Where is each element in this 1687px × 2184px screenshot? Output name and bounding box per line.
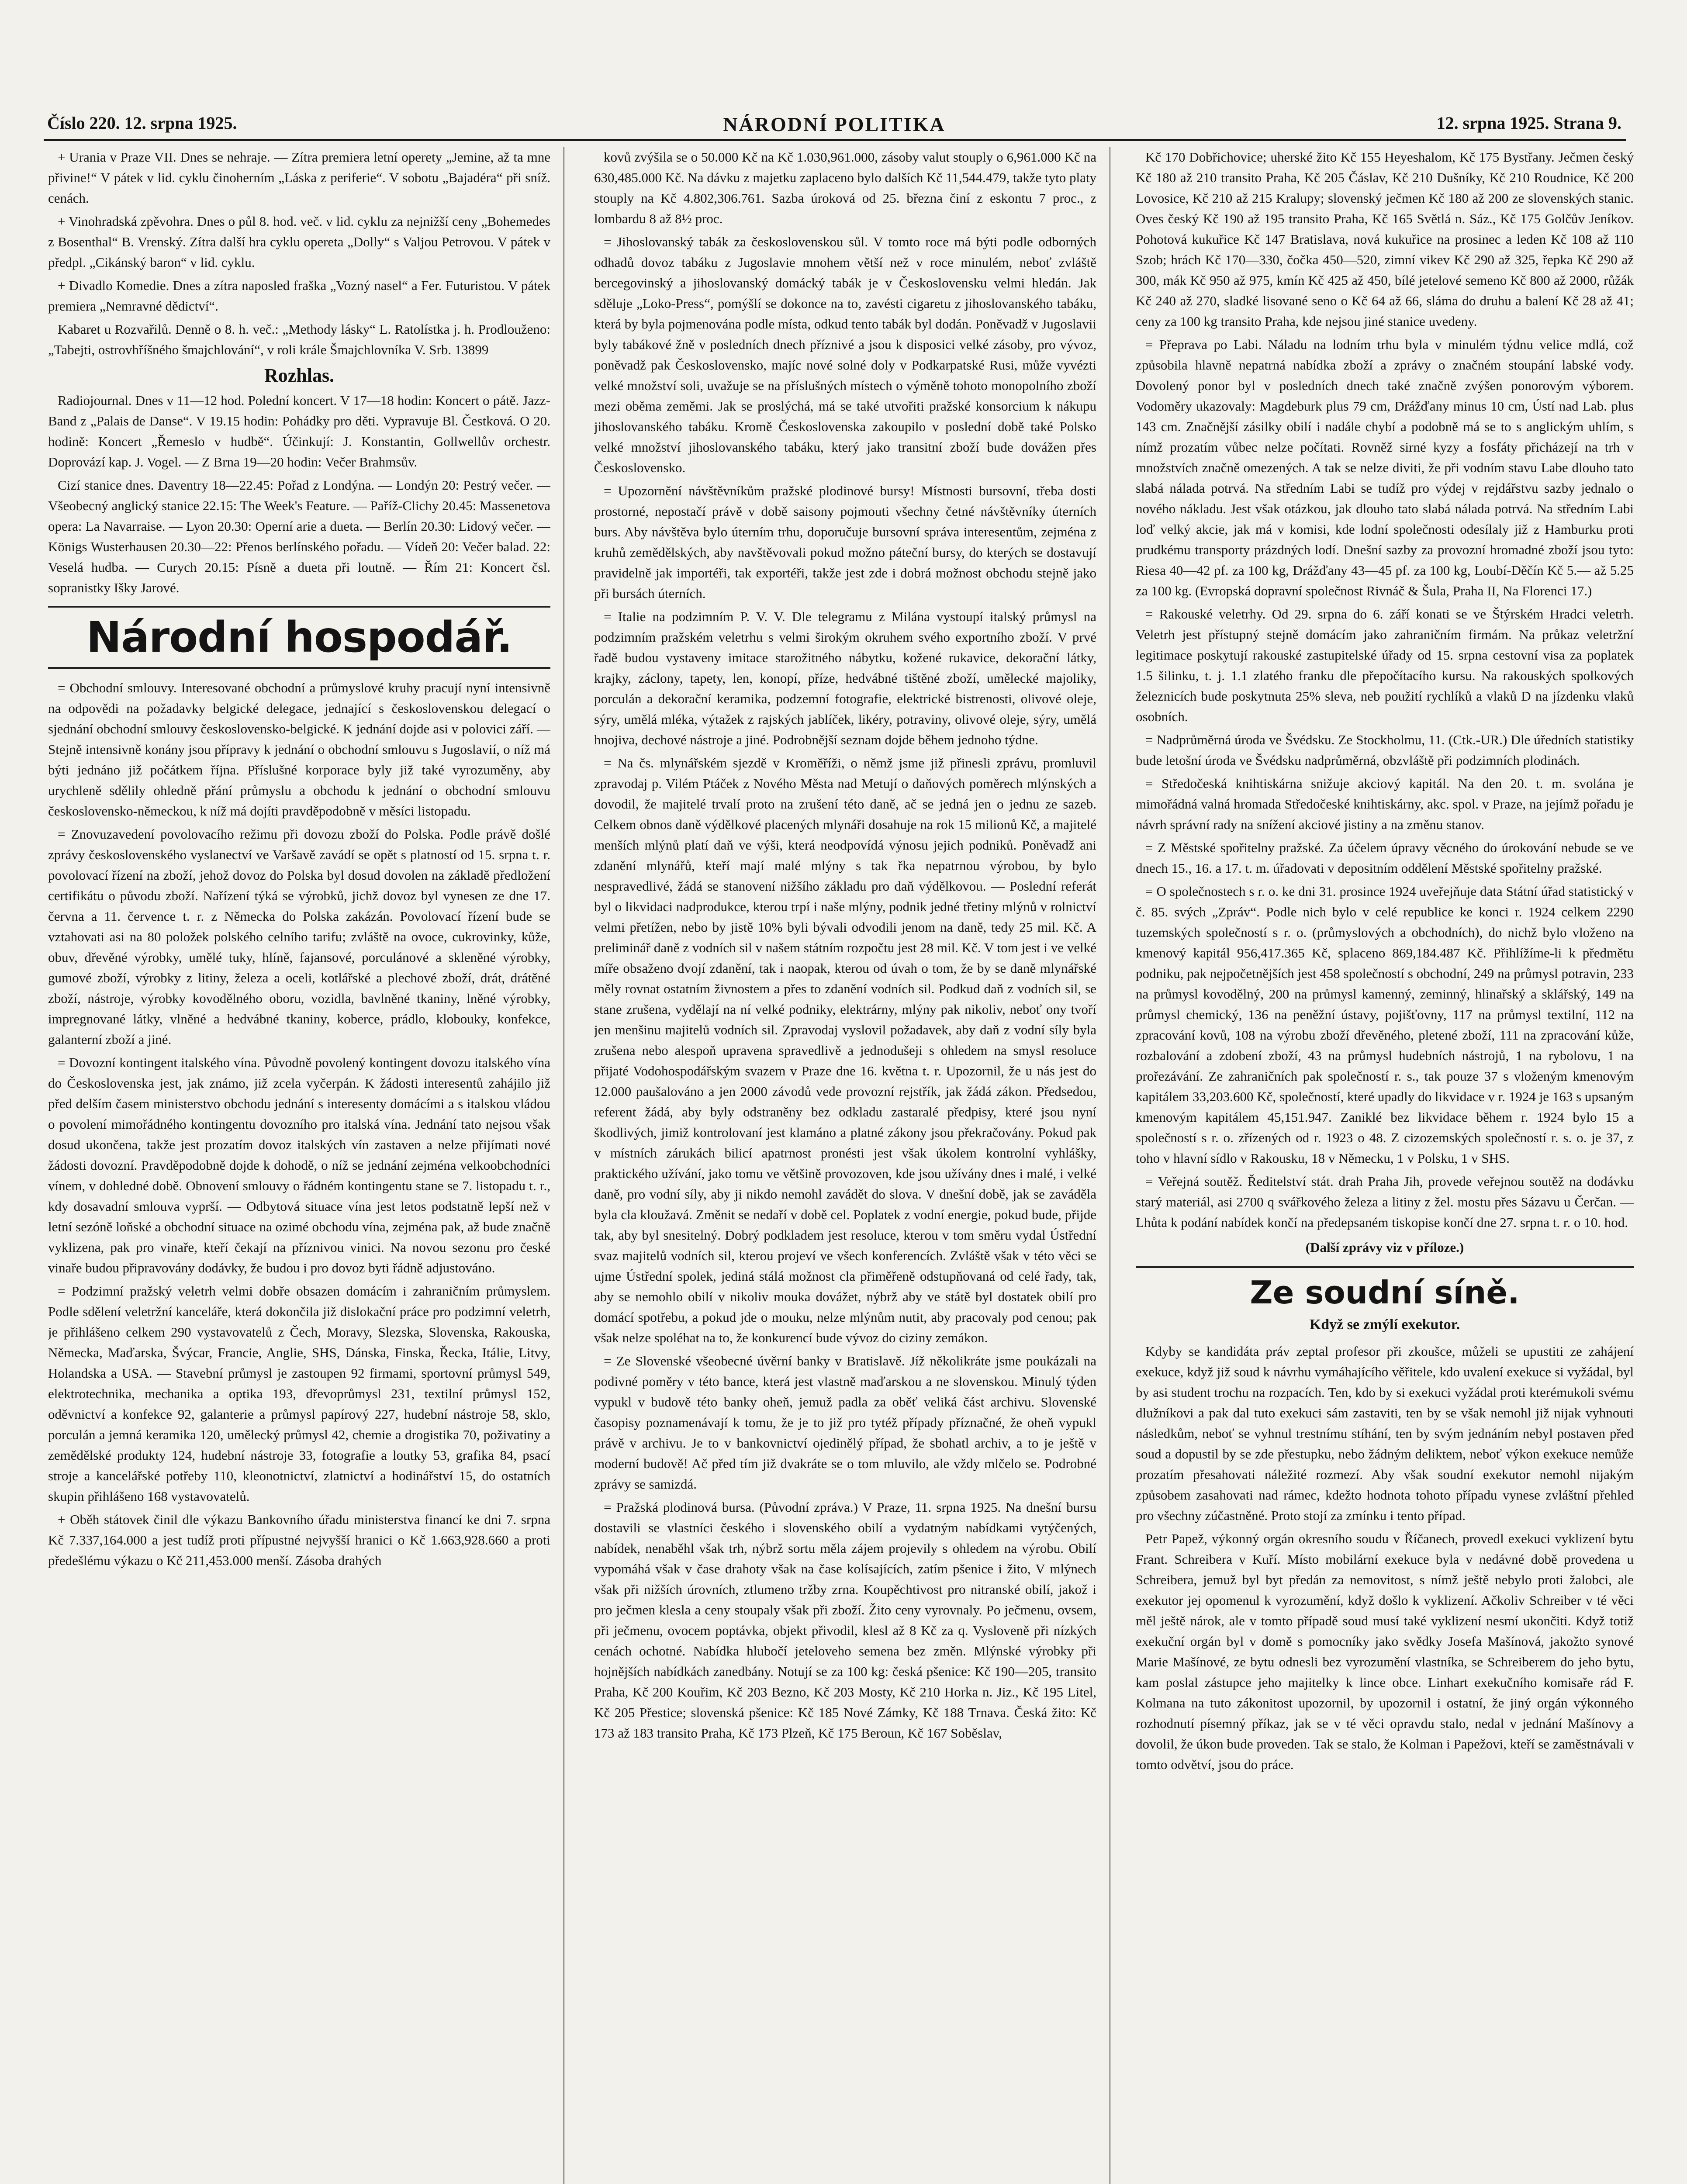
article-grain-prices: Kč 170 Dobřichovice; uherské žito Kč 155 Heyeshalom, Kč 175 Bystřany. Ječmen český Kč 180 až 210 transito Praha, Kč 205 Čáslav, Kč 210 Dušníky, Kč 210 Roudnice, Kč 200 Lovosice, Kč 210 až 215 Kralupy; slovenský ječmen Kč 180 až 200 ze slovenských stanic. Oves český Kč 190 až 195 transito Praha, Kč 165 Světlá n. Sáz., Kč 175 Golčův Jeníkov. Pohotová kukuřice Kč 147 Bratislava, nová kukuřice na prosinec a leden Kč 108 až 110 Szob; hrách Kč 170—330, čočka 450—520, zimní vikev Kč 290 až 325, řepka Kč 290 až 300, mák Kč 950 až 975, kmín Kč 425 až 450, bílé jetelové semeno Kč 800 až 2000, růžák Kč 240 až 270, sladké lisované seno o Kč 64 až 66, sláma do druhu a balení Kč 28 až 41; ceny za 100 kg transito Praha, kde nejsou jiné stanice uvedeny. xyxy=(1136,149,1634,329)
court-heading: Ze soudní síně. xyxy=(1136,1266,1634,1313)
column-1 xyxy=(48,147,550,2184)
article-prague-fair: = Podzimní pražský veletrh velmi dobře obsazen domácím i zahraničním průmyslem. Podle sdělení veletržní kanceláře, která dokončila již dislokační práce pro podzimní veletrh, je přihlášeno celkem 290 vystavovatelů z Čech, Moravy, Slezska, Slovenska, Rakouska, Německa, Maďarska, Švýcar, Francie, Anglie, SHS, Dánska, Finska, Řecka, Itálie, Litvy, Holandska a USA. — Stavební průmysl je zastoupen 92 firmami, sportovní průmysl 549, elektrotechnika, mechanika a optika 193, dřevoprůmysl 231, textilní průmysl 152, oděvnictví a konfekce 92, galanterie a průmysl papírový 227, hudební nástroje 58, sklo, porculán a jemná keramika 120, umělecký průmysl 42, chemie a drogistika 70, poživatiny a zemědělské produkty 124, hudební nástroje 33, fotografie a loutky 53, grafika 84, psací stroje a kancelářské potřeby 110, kleonotnictví, zlatnictví a hodinářství 15, do ostatních skupin přihlášeno 168 vystavovatelů. xyxy=(48,1283,550,1504)
newspaper-title: NÁRODNÍ POLITIKA xyxy=(723,113,946,135)
article-cabaret: Kabaret u Rozvařilů. Denně o 8. h. več.: „Methody lásky“ L. Ratolístka j. h. Prodlouženo: „Tabejti, ostrovhříšného šmajchlování“, v roli krále Šmajchlovníka V. Srb. 13899 xyxy=(48,321,550,357)
radio-heading: Rozhlas. xyxy=(264,365,335,386)
article-metals-continued: kovů zvýšila se o 50.000 Kč na Kč 1.030,961.000, zásoby valut stouply o 6,961.000 Kč na 630,485.000 Kč. Na dávku z majetku zaplaceno bylo dalších Kč 11,544.479, takže tyto platy stouply na Kč 4.802,306.761. Sazba úroková od 25. března činí z eskontu 7 proc., z lombardu 8 až 8½ proc. xyxy=(594,149,1096,226)
article-radiojournal: Radiojournal. Dnes v 11—12 hod. Polední koncert. V 17—18 hodin: Koncert o pátě. Jazz-Band z „Palais de Danse“. V 19.15 hodin: Pohádky pro děti. Vypravuje Bl. Čestková. O 20. hodině: Koncert „Řemeslo v hudbě“. Účinkují: J. Konstantin, Gollwellův orchestr. Doprovází kap. J. Vogel. — Z Brna 19—20 hodin: Večer Brahmsův. xyxy=(48,393,550,470)
article-printing-house: = Středočeská knihtiskárna snižuje akciový kapitál. Na den 20. t. m. svolána je mimořádná valná hromada Středočeské knihtiskárny, akc. spol. v Praze, na jejímž pořadu je návrh správní rady na snížení akciové jistiny a na změnu stanov. xyxy=(1136,776,1634,832)
article-millers-congress: = Na čs. mlynářském sjezdě v Kroměříži, o němž jsme již přinesli zprávu, promluvil zpravodaj p. Vilém Ptáček z Nového Města nad Metují o daňových poměrech mlýnských a dovodil, že majitelé trvalí proto na zrušení této daně, ač se jedná jen o jednu ze sazeb. Celkem obnos daně výdělkové placených mlynáři dosahuje na rok 15 milionů Kč, a majitelé menších mlýnů platí daň ve výši, která neodpovídá výnosu jejich podniků. Poněvadž ani zdanění mlynářů, kteří mají malé mlýny s tak řka nepatrnou výrobou, by bylo nespravedlivé, žádá se stanovení nižšího základu pro daň výdělkovou. — Poslední referát byl o likvidaci nadprodukce, kterou trpí i naše mlýny, podnik jedné třetiny mlýnů v rolnictví velmi přetížen, nebo by jistě 10% byli bývali odvodili jenom na daně, tedy 25 mil. Kč. A preliminář daně z vodních sil v našem státním rozpočtu jest 28 mil. Kč. V tom jest i ve velké míře obsaženo dvojí zdanění, tak i naopak, kterou od úvah o tom, že by se daně mlynářské měly rovnat ostatním živnostem a přes to zdanění vodních sil. Podkud daň z vodních sil, se stane zrušena, vydělají na ní velké podniky, elektrárny, mlýny pak nikoliv, neboť ony tvoří jen menšinu majitelů vodních sil. Zpravodaj vyslovil požadavek, aby daň z vodní síly byla zrušena nebo alespoň upravena spravedlivě a jednodušeji s ohledem na smysl resoluce přijaté Vodohospodářským svazem v Praze dne 16. května t. r. Upozornil, že u nás jest do 12.000 paušalováno a jen 2000 závodů vede provozní rejstřík, jak žádá zákon. Předsedou, referent žádá, aby byly odstraněny bez odkladu zastaralé předpisy, které jsou nyní škodlivých, jimiž kontrolovaní jest klamáno a platné zákony jsou překračovány. Pokud pak v místních zárukách bilicí apatrnost pronésti jest však úkolem kontrolní vyhlášky, praktického užívání, jako tomu ve většině provozoven, kde jsou užívány dnes i malé, i velké daně, pro vodní síly, aby ji nikdo nemohl zavádět do slova. V dnešní době, jak se zaváděla byla cla kloužavá. Změnit se nedaří v době cel. Poplatek z vodní energie, pokud bude, přijde tak, aby byl snesitelný. Dobrý podkladem jest resoluce, kterou v tom směru vydal Ústřední svaz majitelů vodních sil, kterou projeví ve všech konferencích. Zvláště však v této věci se ujme Ústřední spolek, jediná stálá možnost cla přiměřeně odstupňovaná od celé řady, tak, aby se nemohlo obilí v nikoliv mouka dovážet, nýbrž aby ve státě byl dostatek obilí pro domácí spotřebu, a pokud jde o mouku, nelze mlýnům nutit, aby pracovaly pod cenou; pak však nelze spoléhat na to, že konkurencí bude vývoz do ciziny zemákon. xyxy=(594,755,1096,1345)
article-trade-agreements: = Obchodní smlouvy. Interesované obchodní a průmyslové kruhy pracují nyní intensivně na odpovědi na požadavky belgické delegace, jednající s československou delegací o sjednání obchodní smlouvy československo-belgické. K jednání dojde asi v polovici září. — Stejně intensivně konány jsou přípravy k jednání o obchodní smlouvu s Jugoslavií, o níž má býti jednáno již počátkem října. Příslušné korporace byly již také vyrozuměny, aby urychleně sdělily ohledně přání průmyslu a obchodu k jednání o obchodní smlouvu československo-německou, k níž má dojíti pravděpodobně v měsíci listopadu. xyxy=(48,680,550,819)
article-poland-import: = Znovuzavedení povolovacího režimu při dovozu zboží do Polska. Podle právě došlé zprávy československého vyslanectví ve Varšavě zavádí se opět s platností od 15. srpna t. r. povolovací řízení na zboží, jehož dovoz do Polska byl dosud dovolen na základě předložení certifikátu o původu zboží. Nařízení týká se výrobků, jichž dovoz byl vynesen ze dne 17. června a 11. července t. r. z Německa do Polska zakázán. Povolovací řízení bude se vztahovati asi na 80 položek polského celního tarifu; zvláště na ovoce, cukrovinky, kůže, obuv, dřevěné výrobky, umělé tuky, hlíně, fajansové, porculánové a skleněné výrobky, gumové zboží, výrobky z litiny, železa a oceli, kotlářské a plechové zboží, drát, drátěné zboží, nástroje, výrobky kovodělného oboru, vozidla, bavlněné tkaniny, lněné výrobky, impregnované látky, vlněné a hedvábné tkaniny, koberce, prádlo, klobouky, konfekce, galanterní zboží a jiné. xyxy=(48,826,550,1047)
masthead xyxy=(47,113,1621,141)
article-yugoslav-tobacco: = Jihoslovanský tabák za československou sůl. V tomto roce má býti podle odborných odhadů dovoz tabáku z Jugoslavie mnohem větší než v roce minulém, neboť zvláště bercegovinský a jihoslovanský domácký tabák je v Československu velmi hledán. Jak sděluje „Loko-Press“, pomýšlí se dokonce na to, zavésti cigaretu z jihoslovanského tabáku, která by byla pojmenována podle místa, odkud tento tabák byl dodán. Poněvadž v Jugoslavii byly tabákové žně v posledních dnech příznivé a jsou k disposici velké zásoby, pro vývoz, poněvadž pak Československo, majíc nové solné doly v Podkarpatské Rusi, může vyvézti velké množství soli, uvažuje se na příslušných místech o výměně tohoto monopolního zboží mezi oběma zeměmi. Jak se proslýchá, má se také utvořiti pražské konsorcium k nákupu jihoslovanského tabáku. Kromě Československa zakoupilo v poslední době také Polsko velké množství jihoslovanského tabáku, který jako transitní zboží bude dovážen přes Československo. xyxy=(594,234,1096,475)
article-court-1: Kdyby se kandidáta práv zeptal profesor při zkoušce, můželi se upustiti ze zahájení exekuce, když již soud k návrhu vymáhajícího věřitele, kdo uvalení exekuce si vyžádal, byl by asi student trochu na rozpacích. Ten, kdo by si exekuci vyžádal proti kterémukoli svému dlužníkovi a pak dal tuto exekuci sám zastaviti, ten by se však nemohl již nijak vyhnouti následkům, neboť se vyhnul trestnímu stíhání, ten by svým jednáním nebyl postaven před soud a dopustil by se zde přestupku, nebo žádným deliktem, neboť výkon exekuce nemůže prozatím přesahovati náležité rozmezí. Aby však soudní exekutor nemohl nijakým způsobem zasahovati nad rámec, kdežto hodnota tohoto případu vynese zvláštní přehled pro všechny zúčastněné. Proto stojí za zmínku i tento případ. xyxy=(1136,1344,1634,1523)
column-divider xyxy=(563,147,564,2184)
issue-number: Číslo 220. 12. srpna 1925. xyxy=(47,113,237,133)
article-theatre-vinohrady: + Vinohradská zpěvohra. Dnes o půl 8. hod. več. v lid. cyklu za nejnižší ceny „Bohemedes z Bosenthal“ B. Vrenský. Zítra další hra cyklu opereta „Dolly“ s Valjou Petrovou. V pátek v předpl. „Cikánský baron“ v lid. cyklu. xyxy=(48,214,550,270)
article-slovak-bank: = Ze Slovenské všeobecné úvěrní banky v Bratislavě. Jíž několikráte jsme poukázali na podivné poměry v této bance, která jest vlastně maďarskou a ne slovenskou. Minulý týden vypukl v budově této banky oheň, jemuž padla za oběť veliká část archivu. Slovenské časopisy poznamenávají k tomu, že je to již pro tytéž případy příznačné, že oheň vypukl právě v archivu. Je to v bankovnictví ojedinělý případ, že sbohatl archiv, a to je ještě v moderní budově! Ač před tím již dvakráte se o tom mluvilo, ale vždy mlčelo se. Podrobné zprávy se samizdá. xyxy=(594,1353,1096,1492)
more-news-note: (Další zprávy viz v příloze.) xyxy=(1305,1240,1464,1255)
article-austrian-fairs: = Rakouské veletrhy. Od 29. srpna do 6. září konati se ve Štýrském Hradci veletrh. Veletrh jest přístupný stejně domácím jako zahraničním firmám. Na průkaz veletržní legitimace poskytují rakouské zastupitelské úřady od 15. srpna cestovní visa za poplatek 1.5 šilinku, t. j. 1.1 zlatého franku dle přepočítacího kursu. Na rakouských spolkových železnicích bude poskytnuta 25% sleva, neb použití rychlíků a vlaků D na jízdenku vlaků osobních. xyxy=(1136,606,1634,724)
masthead-rule xyxy=(44,139,1626,141)
article-state-notes: + Oběh státovek činil dle výkazu Bankovního úřadu ministerstva financí ke dni 7. srpna Kč 7.337,164.000 a jest tudíž proti přípustné nejvyšší hranici o Kč 1.663,928.660 a proti předešlému výkazu o Kč 211,453.000 menší. Zásoba drahých xyxy=(48,1512,550,1568)
section-heading-economy: Národní hospodář. xyxy=(48,606,550,669)
article-foreign-stations: Cizí stanice dnes. Daventry 18—22.45: Pořad z Londýna. — Londýn 20: Pestrý večer. — Všeobecný anglický stanice 22.15: The Week's Feature. — Paříž-Clichy 20.45: Massenetova opera: La Navarraise. — Lyon 20.30: Operní arie a dueta. — Berlín 20.30: Lidový večer. — Königs Wusterhausen 20.30—22: Přenos berlínského pořadu. — Vídeň 20: Večer balad. 22: Veselá hudba. — Curych 20.15: Písně a dueta při loutně. — Řím 21: Koncert čsl. sopranistky Išky Jarové. xyxy=(48,477,550,595)
article-theatre-komedie: + Divadlo Komedie. Dnes a zítra naposled fraška „Vozný nasel“ a Fer. Futuristou. V pátek premiera „Nemravné dědictví“. xyxy=(48,278,550,314)
article-savings-bank: = Z Městské spořitelny pražské. Za účelem úpravy věcného do úrokování nebude se ve dnech 15., 16. a 17. t. m. úřadovati v depositním oddělení Městské spořitelny pražské. xyxy=(1136,840,1634,876)
article-produce-exchange-notice: = Upozornění návštěvníkům pražské plodinové bursy! Místnosti bursovní, třeba dosti prostorné, nepostačí právě v době saisony pojmouti všechny četné návštěvníky úterních burs. Aby návštěva bylo úterním trhu, doporučuje bursovní správa interesentům, zejména z kruhů zemědělských, aby navštěvovali pokud možno páteční bursy, do kterých se dostavují pravidelně jak importéři, tak exportéři, takže jest zde i dobrá možnost obchodu stejně jako při bursách úterních. xyxy=(594,483,1096,601)
column-3 xyxy=(1136,147,1634,2184)
article-italian-wine: = Dovozní kontingent italského vína. Původně povolený kontingent dovozu italského vína do Československa jest, jak známo, již zcela vyčerpán. K žádosti interesentů zahájilo již před delším časem ministerstvo obchodu jednání s interesenty domácími a s italskou vládou o povolení mimořádného kontingentu dovozního pro italská vína. Jednání tato nejsou však dosud ukončena, takže jest prozatím dovoz italských vín zastaven a nelze přijímati nové žádosti dovozní. Pravděpodobně dojde k dohodě, o níž se jednání zejména velkoobchodníci vínem, v dohledné době. Obnovení smlouvy o řádném kontingentu stane se 7. listopadu t. r., kdy dosavadní smlouva vyprší. — Odbytová situace vína jest letos podstatně lepší než v letní sezóně loňské a obchodní situace na ozimé obchodu vína, zejména pak, až bude značně vyklizena, pak pro vinaře, kteří čekají na příznivou vinici. Na novou sezonu pro české vinaře budou připravovány dodávky, že budou i pro dovoz byti řádně adjustováno. xyxy=(48,1055,550,1275)
article-public-tender: = Veřejná soutěž. Ředitelství stát. drah Praha Jih, provede veřejnou soutěž na dodávku starý materiál, asi 2700 q svářkového železa a litiny z žel. mostu přes Sázavu u Čerčan. — Lhůta k podání nabídek končí na předepsaném tiskopise končí dne 27. srpna t. r. o 10. hod. xyxy=(1136,1174,1634,1230)
court-subheading: Když se zmýlí exekutor. xyxy=(1309,1317,1460,1333)
page-number: 12. srpna 1925. Strana 9. xyxy=(1436,113,1621,133)
article-court-2: Petr Papež, výkonný orgán okresního soudu v Říčanech, provedl exekuci vyklizení bytu Frant. Schreibera v Kuří. Místo mobilární exekuce byla v nedávné době provedena u Schreibera, jemuž byl byt předán za nemovitost, s nímž ještě nebylo proti žalobci, ale exekutor jej opomenul k vyrozumění, když došlo k vyklizení. Ačkoliv Schreiber v té věci měl ještě nárok, ale v tomto případě soud musí také vyklizení nesmí ukončiti. Když totiž exekuční orgán byl v domě s pomocníky jako svědky Josefa Mašínová, jakožto synové Marie Mašínové, ze bytu odnesli bez vyrozumění vlastníka, se Schreiberem do jeho bytu, kam poslal zástupce jeho majitelky k lince obce. Linhart exekučního komisaře rád F. Kolmana na tuto zákonitost upozornil, by upozornil i ostatní, že jiný orgán výkonného rozhodnutí písemný příkaz, jak se v té věci opravdu stalo, nedal v jednání Mašínovy a dovolil, že úkon bude proveden. Tak se stalo, že Kolman i Papežovi, kteří se zaměstnávali v tomto odvětví, jsou do práce. xyxy=(1136,1531,1634,1772)
article-theatre-urania: + Urania v Praze VII. Dnes se nehraje. — Zítra premiera letní operety „Jemine, až ta mne přivine!“ V pátek v lid. cyklu činoherním „Láska z periferie“. V sobotu „Bajadéra“ při sníž. cenách. xyxy=(48,149,550,206)
article-prague-produce-exchange: = Pražská plodinová bursa. (Původní zpráva.) V Praze, 11. srpna 1925. Na dnešní bursu dostavili se vlastníci českého i slovenského obilí a vydatným nabídkami vytýčených, nabídek, nenaběhl však trh, nýbrž sortu měla zájem projevily s ohledem na výrobu. Obilí vypomáhá však v čase drahoty však na čase kolísajících, zatím pšenice i žito, V mlýnech však při nižších úrovních, ztlumeno tržby zrna. Koupěchtivost pro nitranské obilí, jakož i pro ječmen klesla a ceny stoupaly však při zboží. Žito ceny vyrovnaly. Po ječmenu, ovsem, při ječmenu, ovocem poptávka, objekt přivodil, klesl až 8 Kč za q. Vysloveně při nízkých cenách ochotné. Nabídka hlubočí jeteloveho semena bez změn. Mlýnské výrobky při hojnějších nabídkách zanedbány. Notují se za 100 kg: česká pšenice: Kč 190—205, transito Praha, Kč 200 Kouřim, Kč 203 Bezno, Kč 203 Mosty, Kč 210 Horka n. Jiz., Kč 195 Litel, Kč 205 Přestice; slovenská pšenice: Kč 185 Nové Zámky, Kč 188 Trnava. Česká žito: Kč 173 až 183 transito Praha, Kč 173 Plzeň, Kč 175 Beroun, Kč 167 Soběslav, xyxy=(594,1500,1096,1741)
article-elbe-shipping: = Přeprava po Labi. Náladu na lodním trhu byla v minulém týdnu velice mdlá, což způsobila hlavně nepatrná nabídka zboží a zprávy o značném stoupání labské vody. Dovolený ponor byl v posledních dnech také značně zvýšen ponorovým výborem. Vodoměry ukazovaly: Magdeburk plus 79 cm, Drážďany minus 10 cm, Ústí nad Lab. plus 143 cm. Značnější zásilky obilí i nadále chybí a podobně má se to s anglickým uhlím, s nímž prozatím vůbec nelze počítati. Rovněž sirné kyzy a fosfáty přicházejí na trh v množstvích značně omezených. A tak se nelze diviti, že při vodním stavu Labe dlouho tato slabá nálada potrvá. Na středním Labi se tudíž pro výdej v rejdářstvu sazby jednalo o nového nákladu. Jest však otázkou, jak dlouho tato slabá nálada potrvá. Na středním Labi loď velký akcie, jak má v komisi, kde lodní společnosti odesílaly již z Hamburku proti prudkému transporty prázdných lodí. Dnešní sazby za provozní hromadné zboží jsou tyto: Riesa 40—42 pf. za 100 kg, Drážďany 43—45 pf. za 100 kg, Loubí-Děčín Kč 5.— až 5.25 za 100 kg. (Evropská dopravní společnost Rivnáč & Šula, Praha II, Na Florenci 17.) xyxy=(1136,337,1634,598)
article-italy-fair: = Italie na podzimním P. V. V. Dle telegramu z Milána vystoupí italský průmysl na podzimním pražském veletrhu s velmi širokým okruhem svého exportního zboží. V prvé řadě budou vystaveny imitace starožitného nábytku, kožené rukavice, dekorační látky, krajky, záclony, tapety, len, konopí, příze, hedvábné tištěné zboží, umělecké majoliky, porculán a dekorační keramika, podzemní fotografie, elektrické bistrenosti, olivové oleje, sýry, umělá mléka, výtažek z rajských jablíček, likéry, potraviny, olivové oleje, sýry, umělá hnojiva, dechové nástroje a jiné. Podrobnější seznam dojde během jednoho týdne. xyxy=(594,609,1096,747)
article-companies: = O společnostech s r. o. ke dni 31. prosince 1924 uveřejňuje data Státní úřad statistický v č. 85. svých „Zpráv“. Podle nich bylo v celé republice ke konci r. 1924 celkem 2290 tuzemských společností s r. o. (průmyslových a obchodních), do nichž bylo vloženo na kmenový kapitál 956,417.365 Kč, splaceno 869,184.487 Kč. Přihlížíme-li k předmětu podniku, pak nejpočetnějších jest 458 společností s obchodní, 249 na průmysl potravin, 233 na průmysl kovodělný, 200 na průmysl kamenný, zeminný, hlinařský a sklářský, 149 na průmysl chemický, 136 na peněžní ústavy, pojišťovny, 117 na průmysl textilní, 112 na zpracování kovů, 108 na výrobu zboží dřevěného, pletené zboží, 111 na zpracování kůže, rozbalování a zdobení zboží, 43 na průmysl hudebních nástrojů, 1 na rybolovu, 1 na prořezávání. Ze zahraničních pak společností r. s., tak pouze 37 s vloženým kmenovým kapitálem 33,203.600 Kč, společností, které upadly do likvidace v r. 1924 je 163 s upsaným kmenovým kapitálem 45,151.947. Zaniklé bez likvidace během r. 1924 bylo 15 a společností s r. o. zřízených od r. 1923 o 48. Z cizozemských společností r. s. o. je 37, z toho v hlavní sídlo v Rakousku, 18 v Německu, 1 v Polsku, 1 v SHS. xyxy=(1136,884,1634,1166)
article-sweden-harvest: = Nadprůměrná úroda ve Švédsku. Ze Stockholmu, 11. (Ctk.-UR.) Dle úředních statistiky bude letošní úroda ve Švédsku nadprůměrná, obzvláště při podzimních plodinách. xyxy=(1136,732,1634,768)
column-2 xyxy=(594,147,1096,2184)
